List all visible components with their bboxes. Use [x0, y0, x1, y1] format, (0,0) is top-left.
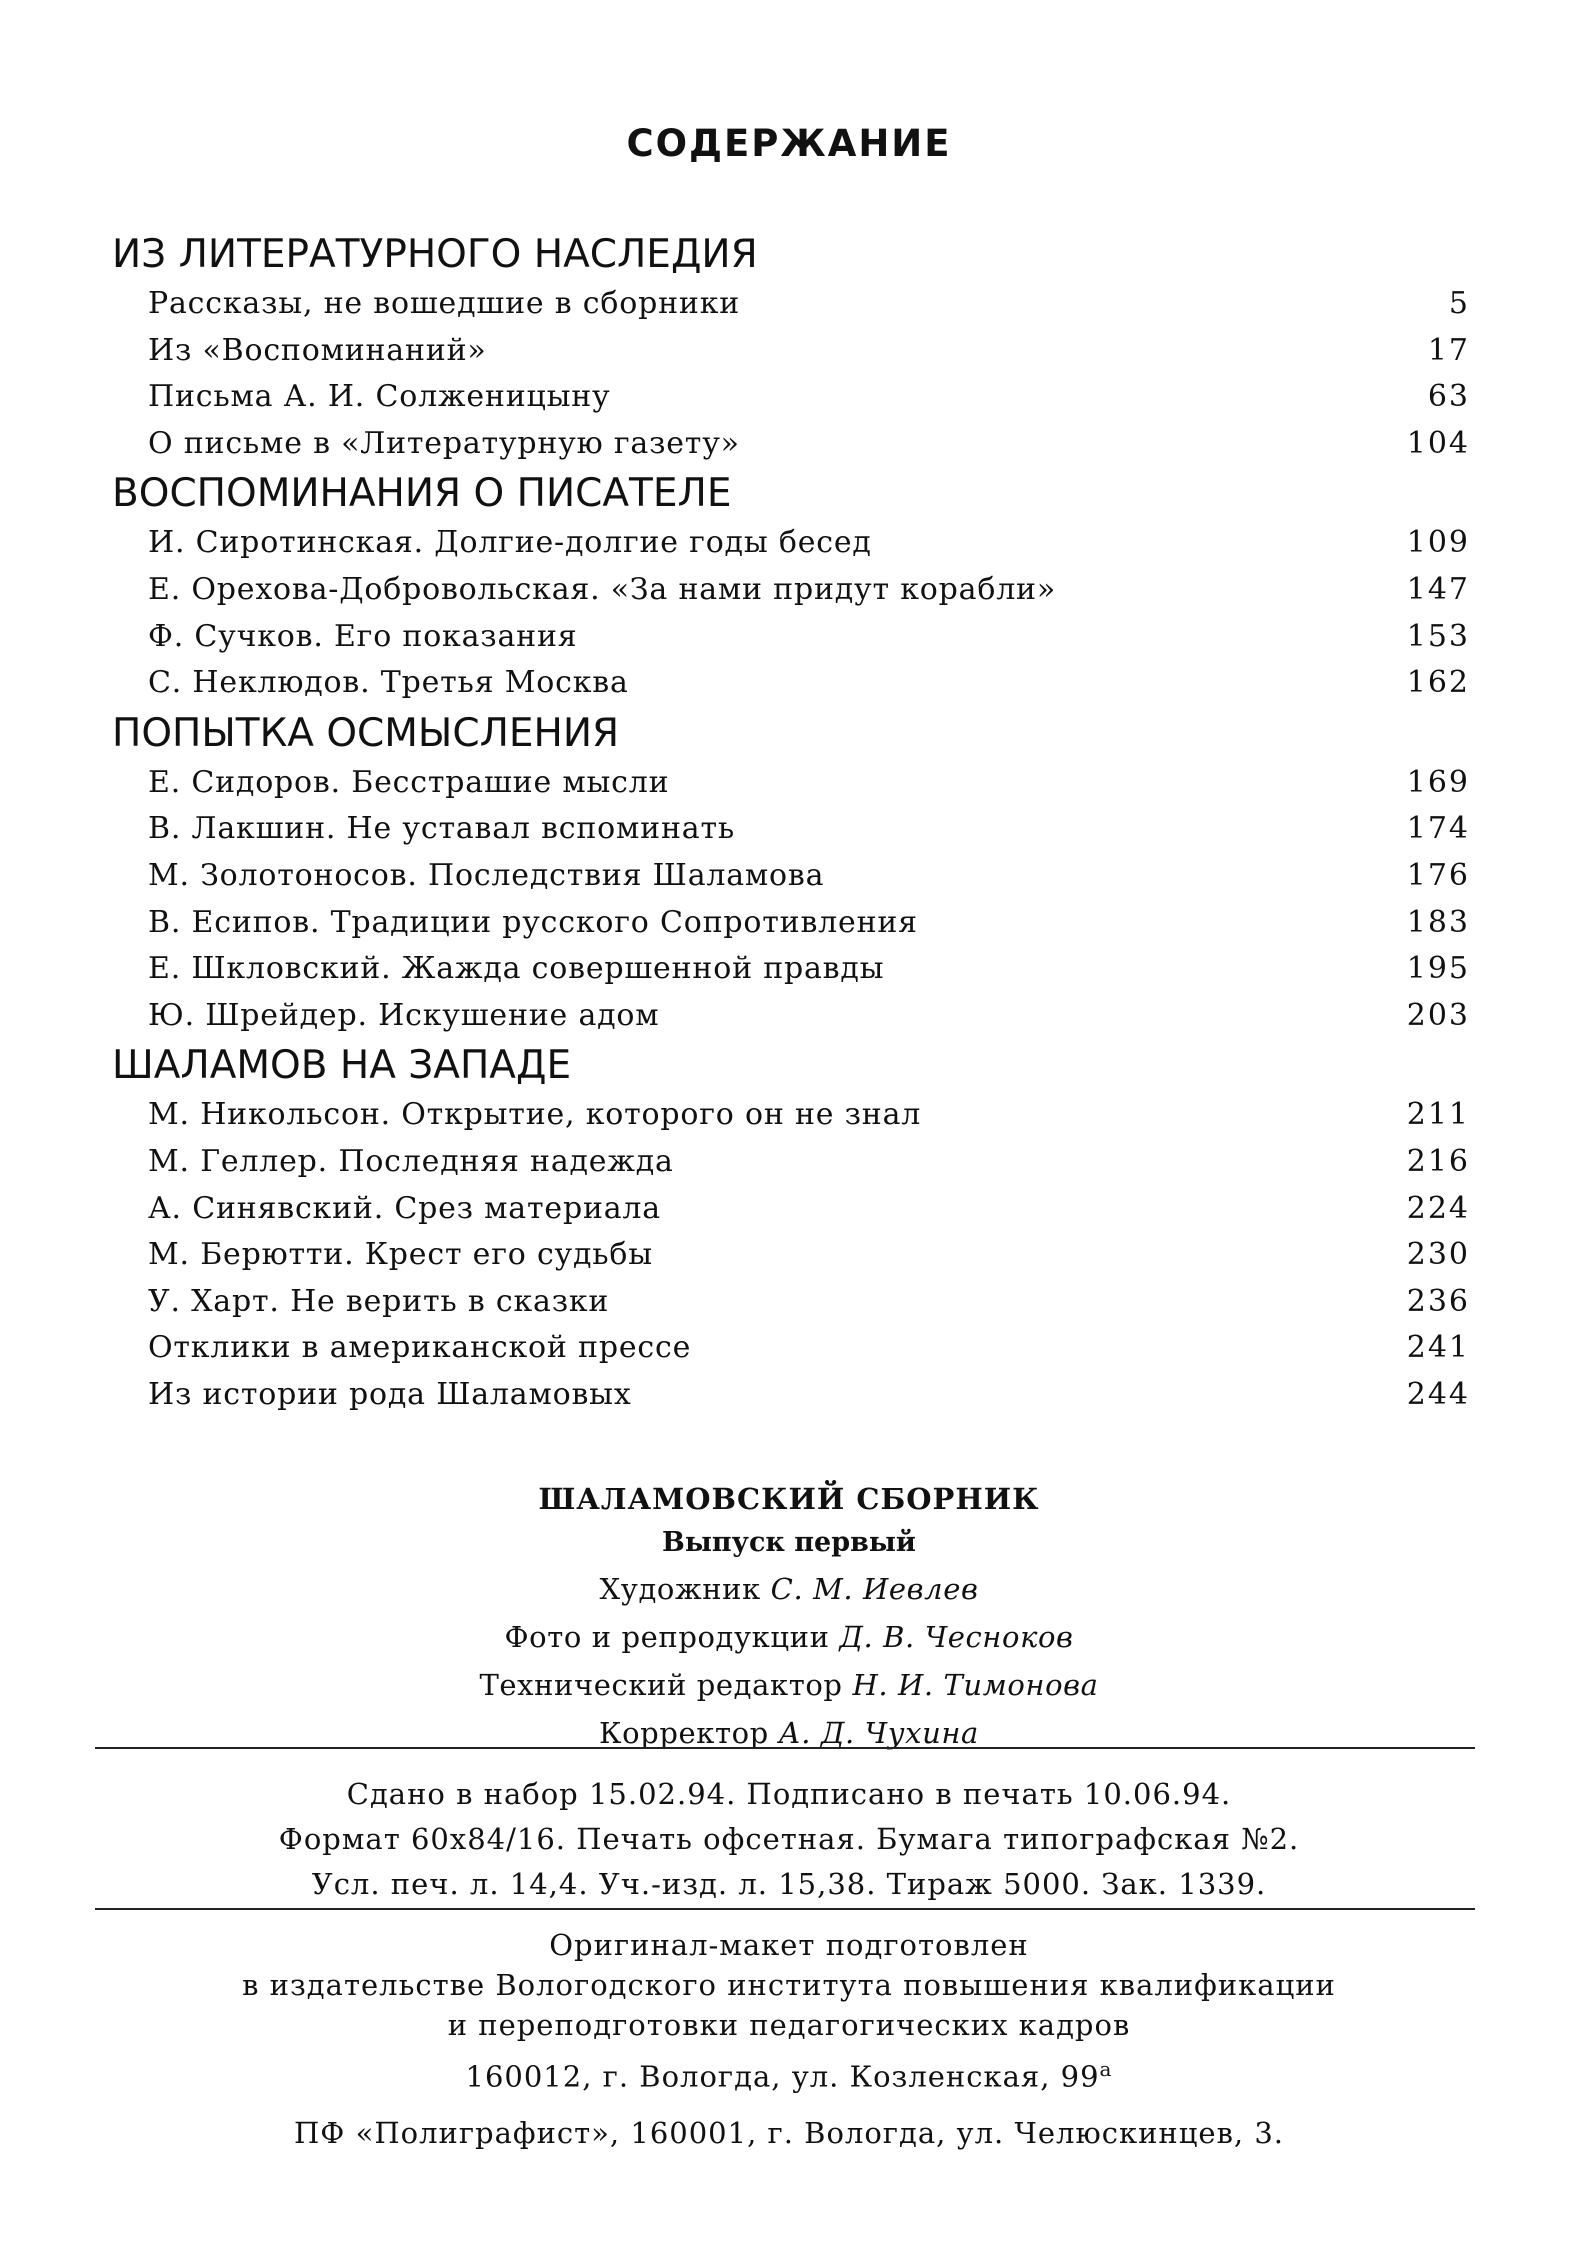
toc-entry-title: М. Никольсон. Открытие, которого он не знал: [148, 1097, 922, 1133]
toc-entry-page: 5: [1448, 286, 1470, 321]
toc-entry: [112, 1279, 1470, 1326]
toc-entry: [112, 567, 1470, 614]
toc-entry-page: 63: [1427, 379, 1470, 415]
toc-entry-page: 216: [1406, 1143, 1470, 1179]
printer-info: ПФ «Полиграфист», 160001, г. Вологда, ул. Челюскинцев, 3.: [294, 2115, 1284, 2150]
credit-role: Технический редактор: [479, 1668, 843, 1702]
toc-entry: [112, 660, 1470, 707]
toc-entry-title: Е. Сидоров. Бесстрашие мысли: [148, 764, 670, 800]
toc-entry: [112, 374, 1470, 421]
toc-entry-page: 224: [1406, 1190, 1470, 1226]
table-of-contents: [112, 228, 1470, 1418]
toc-entry: [112, 900, 1470, 947]
publisher-info: [0, 1925, 1578, 2153]
toc-entry-page: 203: [1406, 997, 1470, 1033]
toc-entry-page: 176: [1406, 857, 1470, 893]
toc-entry-title: Из «Воспоминаний»: [148, 332, 487, 368]
toc-entry-page: 236: [1406, 1283, 1470, 1319]
credit-line: [0, 1613, 1578, 1661]
credit-line: [0, 1565, 1578, 1613]
issue-label: Выпуск первый: [662, 1527, 916, 1558]
toc-entry: [112, 614, 1470, 661]
toc-entry-page: 230: [1406, 1237, 1470, 1273]
credit-name: А. Д. Чухина: [778, 1716, 979, 1750]
toc-entry-title: Отклики в американской прессе: [148, 1330, 692, 1366]
toc-entry-title: Из истории рода Шаламовых: [148, 1376, 632, 1412]
toc-entry: [112, 1186, 1470, 1233]
toc-entry: [112, 806, 1470, 853]
toc-section-heading: ВОСПОМИНАНИЯ О ПИСАТЕЛЕ: [112, 471, 732, 517]
toc-entry-page: 211: [1406, 1097, 1470, 1133]
toc-entry-title: Письма А. И. Солженицыну: [148, 379, 611, 415]
toc-entry: [112, 328, 1470, 375]
toc-entry-page: 17: [1427, 332, 1470, 368]
toc-entry-title: Рассказы, не вошедшие в сборники: [148, 286, 741, 321]
print-info-line: Усл. печ. л. 14,4. Уч.-изд. л. 15,38. Тираж 5000. Зак. 1339.: [311, 1867, 1267, 1901]
print-info: [0, 1772, 1578, 1907]
divider-rule: [95, 1908, 1475, 1910]
toc-entry: [112, 760, 1470, 807]
page-title: СОДЕРЖАНИЕ: [626, 122, 952, 165]
credit-name: Н. И. Тимонова: [852, 1668, 1099, 1702]
toc-entry-page: 195: [1406, 951, 1470, 987]
toc-entry-page: 153: [1406, 618, 1470, 654]
imprint: [0, 1477, 1578, 1757]
credit-name: С. М. Иевлев: [770, 1572, 979, 1606]
book-title: ШАЛАМОВСКИЙ СБОРНИК: [538, 1482, 1040, 1516]
toc-entry-page: 241: [1406, 1330, 1470, 1366]
toc-entry-title: М. Геллер. Последняя надежда: [148, 1143, 674, 1179]
toc-entry-title: М. Золотоносов. Последствия Шаламова: [148, 857, 825, 893]
toc-entry-page: 104: [1406, 425, 1470, 461]
toc-entry: [112, 1139, 1470, 1186]
credit-role: Корректор: [599, 1716, 769, 1750]
toc-entry: [112, 1325, 1470, 1372]
toc-entry-title: С. Неклюдов. Третья Москва: [148, 665, 629, 701]
toc-entry-title: А. Синявский. Срез материала: [148, 1190, 661, 1226]
toc-entry-title: Е. Шкловский. Жажда совершенной правды: [148, 951, 885, 987]
toc-entry-title: В. Лакшин. Не уставал вспоминать: [148, 811, 735, 847]
toc-entry-title: М. Берютти. Крест его судьбы: [148, 1237, 653, 1273]
publisher-line: в издательстве Вологодского института повышения квалификации: [242, 1968, 1336, 2002]
toc-entry-page: 169: [1406, 764, 1470, 800]
toc-entry: [112, 993, 1470, 1040]
toc-entry: [112, 853, 1470, 900]
toc-entry-page: 244: [1406, 1376, 1470, 1412]
toc-entry: [112, 1092, 1470, 1139]
credit-role: Художник: [599, 1572, 761, 1606]
toc-section-heading: ИЗ ЛИТЕРАТУРНОГО НАСЛЕДИЯ: [112, 232, 758, 277]
toc-entry-page: 174: [1406, 811, 1470, 847]
publisher-address: 160012, г. Вологда, ул. Козленская, $99^а$: [465, 2057, 1113, 2094]
toc-entry-title: Ю. Шрейдер. Искушение адом: [148, 997, 660, 1033]
publisher-line: Оригинал-макет подготовлен: [549, 1928, 1029, 1962]
print-info-line: Сдано в набор 15.02.94. Подписано в печать 10.06.94.: [346, 1777, 1232, 1811]
toc-entry-title: И. Сиротинская. Долгие-долгие годы бесед: [148, 525, 872, 561]
toc-entry-title: О письме в «Литературную газету»: [148, 425, 740, 461]
toc-entry-page: 162: [1406, 665, 1470, 701]
credits: [0, 1565, 1578, 1757]
toc-entry-page: 147: [1406, 571, 1470, 607]
toc-entry-title: Ф. Сучков. Его показания: [148, 618, 578, 654]
credit-role: Фото и репродукции: [504, 1620, 830, 1654]
toc-entry: [112, 1372, 1470, 1419]
toc-entry: [112, 421, 1470, 468]
toc-entry-page: 109: [1406, 525, 1470, 561]
toc-entry: [112, 946, 1470, 993]
credit-line: [0, 1661, 1578, 1709]
credit-name: Д. В. Чесноков: [839, 1620, 1074, 1654]
toc-entry: [112, 1232, 1470, 1279]
toc-entry-title: В. Есипов. Традиции русского Сопротивления: [148, 904, 918, 940]
toc-entry-page: 183: [1406, 904, 1470, 940]
credit-line: [0, 1709, 1578, 1757]
toc-entry: [112, 281, 1470, 328]
publisher-line: и переподготовки педагогических кадров: [447, 2008, 1131, 2042]
toc-entry-title: У. Харт. Не верить в сказки: [148, 1283, 610, 1319]
toc-entry: [112, 520, 1470, 567]
print-info-line: Формат 60х84/16. Печать офсетная. Бумага типографская №2.: [278, 1822, 1300, 1856]
toc-entry-title: Е. Орехова-Добровольская. «За нами придут корабли»: [148, 571, 1057, 607]
toc-section-heading: ПОПЫТКА ОСМЫСЛЕНИЯ: [112, 710, 620, 756]
divider-rule: [95, 1747, 1475, 1749]
toc-section-heading: ШАЛАМОВ НА ЗАПАДЕ: [112, 1043, 572, 1089]
